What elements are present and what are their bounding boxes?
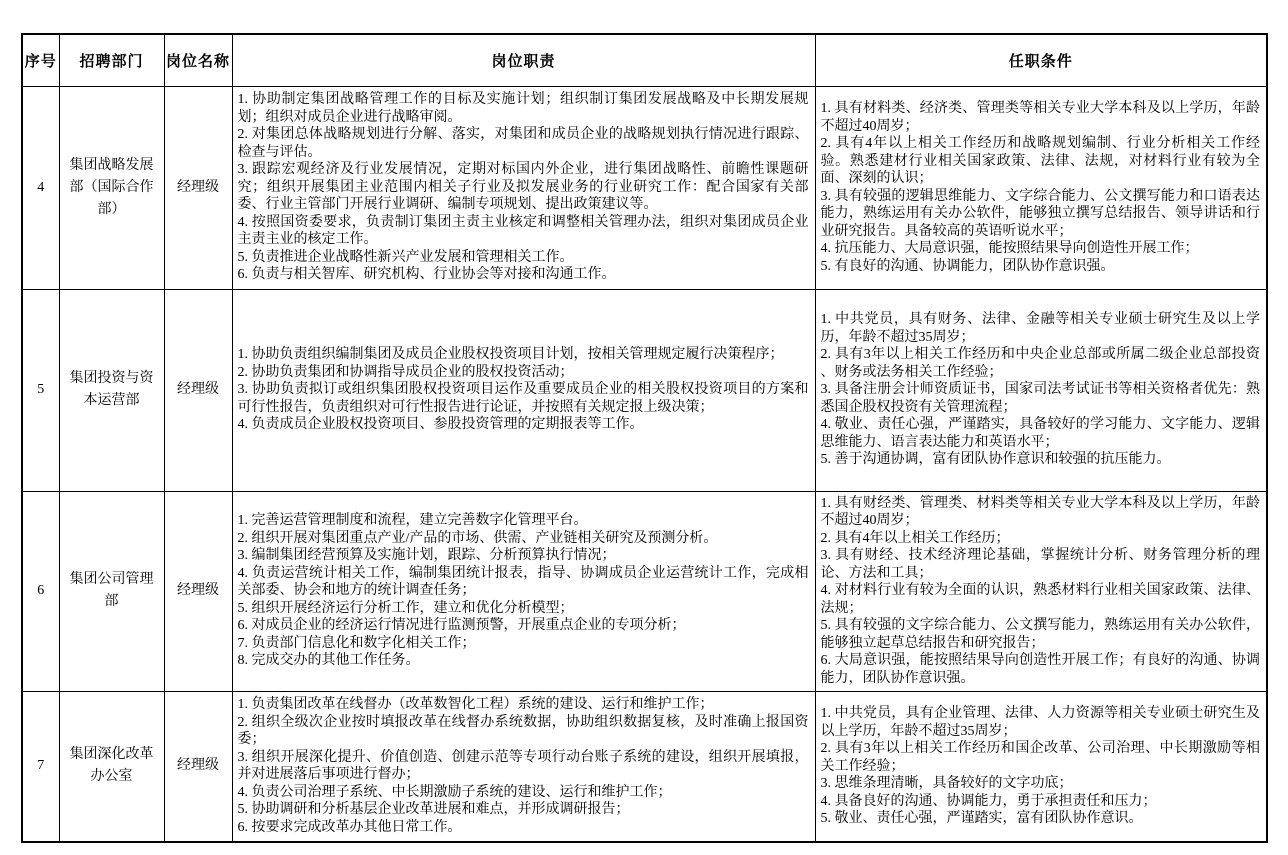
list-item-line: 3. 具备注册会计师资质证书，国家司法考试证书等相关资格者优先：熟悉国企股权投资有关管理流程； — [820, 382, 1260, 415]
list-item-line: 3. 协助负责拟订或组织集团股权投资项目运作及重要成员企业的相关股权投资项目的方案和可行性报告，负责组织对可行性报告进行论证，并按照有关规定报上级决策； — [237, 382, 809, 415]
cell-position: 经理级 — [164, 491, 232, 691]
list-item-line: 1. 完善运营管理制度和流程，建立完善数字化管理平台。 — [237, 513, 588, 529]
cell-duties — [232, 289, 815, 491]
list-item-line: 2. 组织开展对集团重点产业/产品的市场、供需、产业链相关研究及预测分析。 — [237, 530, 718, 546]
col-header-position: 岗位名称 — [164, 34, 232, 86]
list-item-line: 6. 负责与相关智库、研究机构、行业协会等对接和沟通工作。 — [237, 267, 616, 283]
col-header-requirements: 任职条件 — [815, 34, 1267, 86]
list-item-line: 5. 敬业、责任心强，严谨踏实，富有团队协作意识。 — [820, 811, 1143, 826]
list-item-line: 3. 具有财经、技术经济理论基础，掌握统计分析、财务管理分析的理论、方法和工具； — [820, 548, 1260, 581]
list-item-line: 1. 中共党员，具有财务、法律、金融等相关专业硕士研究生及以上学历，年龄不超过35周岁； — [820, 312, 1260, 345]
list-item-line: 1. 负责集团改革在线督办（改革数智化工程）系统的建设、运行和维护工作； — [237, 697, 714, 713]
list-item-line: 5. 善于沟通协调，富有团队协作意识和较强的抗压能力。 — [820, 452, 1171, 468]
cell-department: 集团战略发展部（国际合作部） — [59, 86, 164, 289]
cell-seq: 4 — [22, 86, 59, 289]
list-item-line: 6. 对成员企业的经济运行情况进行监测预警，开展重点企业的专项分析； — [237, 618, 686, 634]
list-item-line: 7. 负责部门信息化和数字化相关工作； — [237, 635, 476, 651]
cell-department: 集团深化改革办公室 — [59, 691, 164, 842]
job-postings-table — [21, 33, 1268, 843]
list-item-line: 5. 负责推进企业战略性新兴产业发展和管理相关工作。 — [237, 249, 574, 265]
list-item-line: 4. 负责公司治理子系统、中长期激励子系统的建设、运行和维护工作； — [237, 784, 672, 800]
list-item-line: 1. 具有财经类、管理类、材料类等相关专业大学本科及以上学历，年龄不超过40周岁； — [820, 495, 1260, 529]
list-item-line: 1. 具有材料类、经济类、管理类等相关专业大学本科及以上学历，年龄不超过40周岁； — [820, 101, 1260, 134]
cell-duties — [232, 691, 815, 842]
list-item-line: 5. 具有较强的文字综合能力、公文撰写能力，熟练运用有关办公软件，能够独立起草总结报告和研究报告； — [820, 618, 1260, 651]
list-item-line: 3. 思维条理清晰，具备较好的文字功底； — [820, 776, 1073, 791]
list-item-line: 6. 按要求完成改革办其他日常工作。 — [237, 819, 462, 835]
list-item-line: 2. 对集团总体战略规划进行分解、落实，对集团和成员企业的战略规划执行情况进行跟踪、检查与评估。 — [237, 127, 809, 160]
list-item-line: 4. 敬业、责任心强，严谨踏实，具备较好的学习能力、文字能力、逻辑思维能力、语言表达能力和英语水平； — [820, 417, 1260, 450]
table-row — [22, 491, 1267, 691]
list-item-line: 5. 协助调研和分析基层企业改革进展和难点，并形成调研报告； — [237, 802, 630, 818]
col-header-seq: 序号 — [22, 34, 59, 86]
list-item-line: 2. 协助负责集团和协调指导成员企业的股权投资活动； — [237, 364, 574, 380]
col-header-department: 招聘部门 — [59, 34, 164, 86]
cell-seq: 6 — [22, 491, 59, 691]
cell-requirements — [815, 86, 1267, 289]
list-item-line: 2. 具有3年以上相关工作经历和中央企业总部或所属二级企业总部投资 、财务或法务相关工作经验； — [820, 347, 1260, 380]
cell-position: 经理级 — [164, 289, 232, 491]
list-item-line: 8. 完成交办的其他工作任务。 — [237, 653, 420, 669]
cell-duties — [232, 491, 815, 691]
list-item-line: 6. 大局意识强，能按照结果导向创造性开展工作；有良好的沟通、协调能力，团队协作意识强。 — [820, 653, 1260, 686]
list-item-line: 1. 协助制定集团战略管理工作的目标及实施计划；组织制订集团发展战略及中长期发展规划；组织对成员企业进行战略审阅。 — [237, 92, 809, 125]
cell-duties — [232, 86, 815, 289]
cell-seq: 7 — [22, 691, 59, 842]
list-item-line: 3. 具有较强的逻辑思维能力、文字综合能力、公文撰写能力和口语表达能力，熟练运用有关办公软件，能够独立撰写总结报告、领导讲话和行业研究报告。具备较高的英语听说水平； — [820, 188, 1260, 239]
list-item-line: 5. 有良好的沟通、协调能力，团队协作意识强。 — [820, 258, 1115, 274]
list-item-line: 3. 跟踪宏观经济及行业发展情况，定期对标国内外企业，进行集团战略性、前瞻性课题研究；组织开展集团主业范围内相关子行业及拟发展业务的行业研究工作：配合国家有关部委、行业主管部门开展行业调研、编制专项规划、提出政策建议等。 — [237, 162, 809, 213]
table-row — [22, 289, 1267, 491]
list-item-line: 3. 组织开展深化提升、价值创造、创建示范等专项行动台账子系统的建设，组织开展填报，并对进展落后事项进行督办； — [237, 749, 809, 783]
cell-seq: 5 — [22, 289, 59, 491]
cell-department: 集团公司管理部 — [59, 491, 164, 691]
table-row — [22, 691, 1267, 842]
list-item-line: 1. 协助负责组织编制集团及成员企业股权投资项目计划，按相关管理规定履行决策程序； — [237, 347, 784, 363]
cell-position: 经理级 — [164, 86, 232, 289]
col-header-duties: 岗位职责 — [232, 34, 815, 86]
list-item-line: 5. 组织开展经济运行分析工作，建立和优化分析模型； — [237, 600, 574, 616]
table-row — [22, 86, 1267, 289]
cell-requirements — [815, 691, 1267, 842]
list-item-line: 1. 中共党员，具有企业管理、法律、人力资源等相关专业硕士研究生及以上学历，年龄不超过35周岁； — [820, 706, 1260, 739]
list-item-line: 2. 具有3年以上相关工作经历和国企改革、公司治理、中长期激励等相关工作经验； — [820, 741, 1260, 774]
list-item-line: 4. 按照国资委要求，负责制订集团主责主业核定和调整相关管理办法，组织对集团成员企业主责主业的核定工作。 — [237, 214, 809, 248]
document-page — [21, 33, 1266, 843]
cell-position: 经理级 — [164, 691, 232, 842]
list-item-line: 4. 对材料行业有较为全面的认识，熟悉材料行业相关国家政策、法律、法规； — [820, 583, 1260, 616]
list-item-line: 2. 组织全级次企业按时填报改革在线督办系统数据，协助组织数据复核，及时准确上报国资委； — [237, 714, 809, 748]
list-item-line: 2. 具有4年以上相关工作经历； — [820, 530, 1010, 546]
list-item-line: 4. 抗压能力、大局意识强，能按照结果导向创造性开展工作； — [820, 241, 1199, 256]
cell-department: 集团投资与资本运营部 — [59, 289, 164, 491]
list-item-line: 3. 编制集团经营预算及实施计划，跟踪、分析预算执行情况； — [237, 548, 616, 564]
list-item-line: 4. 负责运营统计相关工作，编制集团统计报表，指导、协调成员企业运营统计工作，完成相关部委、协会和地方的统计调查任务； — [237, 565, 809, 599]
list-item-line: 2. 具有4年以上相关工作经历和战略规划编制、行业分析相关工作经验。熟悉建材行业相关国家政策、法律、法规，对材料行业有较为全面、深刻的认识； — [820, 136, 1260, 186]
cell-requirements — [815, 289, 1267, 491]
list-item-line: 4. 负责成员企业股权投资项目、参股投资管理的定期报表等工作。 — [237, 417, 644, 433]
cell-requirements — [815, 491, 1267, 691]
header-row — [22, 34, 1267, 86]
list-item-line: 4. 具备良好的沟通、协调能力，勇于承担责任和压力； — [820, 793, 1157, 809]
